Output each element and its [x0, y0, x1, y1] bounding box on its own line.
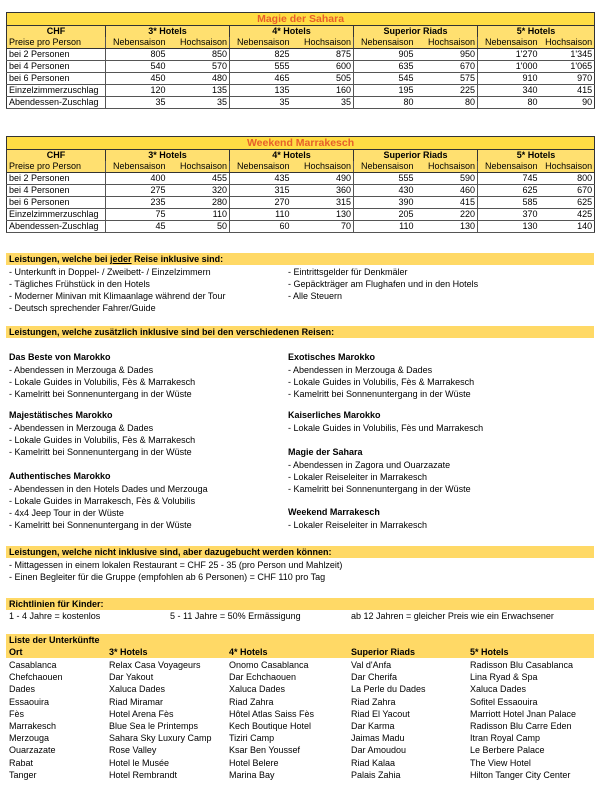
hotel-name: Marriott Hotel Jnan Palace — [470, 708, 577, 719]
price-cell: 130 — [416, 221, 478, 233]
price-cell: 140 — [540, 221, 595, 233]
hotel-name: Jaimas Madu — [351, 733, 405, 744]
hotel-name: Riad Miramar — [109, 696, 164, 707]
price-cell: 220 — [416, 209, 478, 221]
currency-header: CHF — [7, 150, 106, 162]
price-cell: 600 — [292, 61, 354, 73]
hotels-heading: Liste der Unterkünfte — [9, 635, 100, 645]
price-cell: 825 — [230, 49, 292, 61]
hotel-name: Riad El Yacout — [351, 708, 410, 719]
category-header: 3* Hotels — [106, 26, 230, 38]
table-title: Weekend Marrakesch — [7, 137, 595, 150]
hotel-name: Radisson Blu Carre Eden — [470, 721, 572, 731]
hotel-name: Ksar Ben Youssef — [229, 745, 301, 756]
price-cell: 80 — [354, 97, 416, 109]
trip-title: Magie der Sahara — [288, 447, 363, 457]
price-cell: 130 — [478, 221, 540, 233]
price-table-magie — [6, 12, 595, 109]
subheader: Preise pro Person — [7, 37, 106, 49]
children-heading: Richtlinien für Kinder: — [6, 598, 594, 610]
table-row — [7, 197, 595, 209]
price-cell: 590 — [416, 173, 478, 185]
season-header: Hochsaison — [416, 37, 478, 49]
price-cell: 110 — [168, 209, 230, 221]
hotel-name: Xaluca Dades — [109, 684, 166, 695]
list-item: - Tägliches Frühstück in den Hotels — [9, 279, 150, 289]
season-header: Hochsaison — [540, 161, 595, 173]
row-label: bei 6 Personen — [7, 197, 106, 209]
price-cell: 1'270 — [478, 49, 540, 61]
list-item: - Unterkunft in Doppel- / Zweibett- / Einzelzimmern — [9, 267, 211, 277]
price-cell: 400 — [106, 173, 168, 185]
price-cell: 570 — [168, 61, 230, 73]
price-cell: 340 — [478, 85, 540, 97]
price-cell: 850 — [168, 49, 230, 61]
hotel-city: Chefchaouen — [9, 672, 63, 683]
season-header: Hochsaison — [168, 161, 230, 173]
price-cell: 970 — [540, 73, 595, 85]
hotel-name: Onomo Casablanca — [229, 660, 309, 670]
hotel-name: Dar Karma — [351, 721, 395, 731]
price-cell: 415 — [540, 85, 595, 97]
list-item: - Kamelritt bei Sonnenuntergang in der Wüste — [288, 389, 471, 399]
list-item: - Kamelritt bei Sonnenuntergang in der Wüste — [9, 389, 192, 399]
hotel-city: Essaouira — [9, 696, 50, 707]
price-cell: 35 — [168, 97, 230, 109]
list-item: - Lokale Guides in Marrakesch, Fès & Volubilis — [9, 496, 196, 506]
hotel-name: Riad Kalaa — [351, 757, 396, 768]
list-item: - Kamelritt bei Sonnenuntergang in der Wüste — [9, 520, 192, 530]
category-header: 4* Hotels — [230, 26, 354, 38]
price-cell: 160 — [292, 85, 354, 97]
list-item: - Abendessen in Zagora und Ouarzazate — [288, 460, 451, 470]
price-cell: 585 — [478, 197, 540, 209]
price-cell: 80 — [478, 97, 540, 109]
price-cell: 235 — [106, 197, 168, 209]
list-item: - 4x4 Jeep Tour in der Wüste — [9, 508, 124, 518]
list-item: ab 12 Jahren = gleicher Preis wie ein Erwachsener — [351, 611, 554, 621]
price-cell: 505 — [292, 73, 354, 85]
not-included-heading: Leistungen, welche nicht inklusive sind, aber dazugebucht werden können: — [6, 546, 594, 558]
price-cell: 110 — [230, 209, 292, 221]
season-header: Hochsaison — [540, 37, 595, 49]
price-cell: 205 — [354, 209, 416, 221]
list-item: - Mittagessen in einem lokalen Restaurant = CHF 25 - 35 (pro Person und Mahlzeit) — [9, 560, 343, 570]
price-cell: 135 — [168, 85, 230, 97]
price-cell: 415 — [416, 197, 478, 209]
price-cell: 390 — [354, 197, 416, 209]
price-cell: 540 — [106, 61, 168, 73]
price-cell: 275 — [106, 185, 168, 197]
price-cell: 35 — [106, 97, 168, 109]
price-cell: 370 — [478, 209, 540, 221]
hotel-name: Rose Valley — [109, 745, 157, 756]
table-row — [7, 209, 595, 221]
price-table-weekend — [6, 136, 595, 233]
trip-title: Majestätisches Marokko — [9, 410, 113, 420]
list-item: - Deutsch sprechender Fahrer/Guide — [9, 303, 156, 313]
table-row — [7, 61, 595, 73]
price-cell: 480 — [168, 73, 230, 85]
price-cell: 270 — [230, 197, 292, 209]
price-cell: 460 — [416, 185, 478, 197]
price-cell: 745 — [478, 173, 540, 185]
price-cell: 805 — [106, 49, 168, 61]
hotel-name: Dar Cherifa — [351, 672, 398, 683]
price-cell: 670 — [540, 185, 595, 197]
list-item: - Einen Begleiter für die Gruppe (empfohlen ab 6 Personen) = CHF 110 pro Tag — [9, 572, 326, 582]
list-item: - Moderner Minivan mit Klimaanlage während der Tour — [9, 291, 226, 301]
table-row — [7, 73, 595, 85]
hotel-name: Riad Zahra — [351, 696, 396, 707]
table-row — [7, 49, 595, 61]
row-label: bei 2 Personen — [7, 173, 106, 185]
hotel-name: Palais Zahia — [351, 769, 401, 780]
list-item: 1 - 4 Jahre = kostenlos — [9, 611, 101, 621]
hotel-name: Hôtel Atlas Saiss Fès — [229, 708, 315, 719]
row-label: Abendessen-Zuschlag — [7, 221, 106, 233]
category-header: 3* Hotels — [106, 150, 230, 162]
price-cell: 360 — [292, 185, 354, 197]
hotel-city: Ouarzazate — [9, 745, 56, 756]
hotel-city: Dades — [9, 684, 36, 695]
list-item: - Lokale Guides in Volubilis, Fès und Marrakesch — [288, 423, 484, 433]
list-item: - Lokaler Reiseleiter in Marrakesch — [288, 520, 428, 530]
subheader: Preise pro Person — [7, 161, 106, 173]
price-cell: 280 — [168, 197, 230, 209]
row-label: bei 4 Personen — [7, 61, 106, 73]
category-header: 5* Hotels — [478, 26, 595, 38]
hotel-name: Dar Amoudou — [351, 745, 407, 756]
hotel-name: Itran Royal Camp — [470, 733, 541, 744]
trip-title: Authentisches Marokko — [9, 471, 111, 481]
list-item: - Lokaler Reiseleiter in Marrakesch — [288, 472, 428, 482]
price-cell: 225 — [416, 85, 478, 97]
list-item: - Abendessen in Merzouga & Dades — [288, 365, 433, 375]
table-row — [7, 221, 595, 233]
price-cell: 35 — [230, 97, 292, 109]
price-cell: 875 — [292, 49, 354, 61]
list-item: - Abendessen in den Hotels Dades und Merzouga — [9, 484, 208, 494]
included-heading: Leistungen, welche bei jeder Reise inklusive sind: — [6, 253, 594, 265]
hotel-city: Merzouga — [9, 733, 50, 744]
category-header: 4* Hotels — [230, 150, 354, 162]
price-cell: 195 — [354, 85, 416, 97]
currency-header: CHF — [7, 26, 106, 38]
price-cell: 60 — [230, 221, 292, 233]
hotel-name: Tiziri Camp — [229, 733, 275, 744]
list-item: - Gepäckträger am Flughafen und in den Hotels — [288, 279, 479, 289]
trip-title: Kaiserliches Marokko — [288, 410, 381, 420]
category-header: Superior Riads — [354, 150, 478, 162]
price-cell: 315 — [292, 197, 354, 209]
price-cell: 1'000 — [478, 61, 540, 73]
table-row — [7, 185, 595, 197]
season-header: Nebensaison — [106, 37, 168, 49]
list-item: - Kamelritt bei Sonnenuntergang in der Wüste — [9, 447, 192, 457]
price-cell: 35 — [292, 97, 354, 109]
hotel-name: Sahara Sky Luxury Camp — [109, 733, 212, 744]
hotel-name: Dar Echchaouen — [229, 672, 297, 683]
price-cell: 45 — [106, 221, 168, 233]
list-item: - Abendessen in Merzouga & Dades — [9, 423, 154, 433]
trip-title: Weekend Marrakesch — [288, 507, 380, 517]
trip-title: Das Beste von Marokko — [9, 352, 111, 362]
season-header: Hochsaison — [416, 161, 478, 173]
price-cell: 910 — [478, 73, 540, 85]
season-header: Nebensaison — [230, 37, 292, 49]
hotel-name: Le Berbere Palace — [470, 745, 545, 756]
list-item: - Lokale Guides in Volubilis, Fès & Marrakesch — [9, 377, 196, 387]
row-label: bei 4 Personen — [7, 185, 106, 197]
price-cell: 555 — [354, 173, 416, 185]
hotel-name: Blue Sea le Printemps — [109, 721, 199, 731]
row-label: Abendessen-Zuschlag — [7, 97, 106, 109]
price-cell: 435 — [230, 173, 292, 185]
price-cell: 90 — [540, 97, 595, 109]
hotels-col-header: 4* Hotels — [229, 647, 268, 657]
hotel-name: Val d'Anfa — [351, 660, 392, 670]
price-cell: 575 — [416, 73, 478, 85]
price-cell: 70 — [292, 221, 354, 233]
hotel-city: Rabat — [9, 757, 34, 768]
price-cell: 80 — [416, 97, 478, 109]
category-header: 5* Hotels — [478, 150, 595, 162]
price-cell: 545 — [354, 73, 416, 85]
table-row — [7, 97, 595, 109]
price-cell: 320 — [168, 185, 230, 197]
hotel-city: Marrakesch — [9, 721, 57, 731]
hotel-name: Hotel le Musée — [109, 757, 170, 768]
price-cell: 950 — [416, 49, 478, 61]
table-title: Magie der Sahara — [7, 13, 595, 26]
hotel-city: Fès — [9, 708, 25, 719]
list-item: - Abendessen in Merzouga & Dades — [9, 365, 154, 375]
list-item: - Kamelritt bei Sonnenuntergang in der Wüste — [288, 484, 471, 494]
hotel-name: Riad Zahra — [229, 696, 274, 707]
hotels-col-header: Superior Riads — [351, 647, 416, 657]
list-item: - Lokale Guides in Volubilis, Fès & Marrakesch — [9, 435, 196, 445]
hotel-name: Xaluca Dades — [229, 684, 286, 695]
additional-heading: Leistungen, welche zusätzlich inklusive sind bei den verschiedenen Reisen: — [6, 326, 594, 338]
price-cell: 465 — [230, 73, 292, 85]
table-row — [7, 173, 595, 185]
price-cell: 625 — [478, 185, 540, 197]
price-cell: 625 — [540, 197, 595, 209]
category-header: Superior Riads — [354, 26, 478, 38]
price-cell: 430 — [354, 185, 416, 197]
list-item: - Lokale Guides in Volubilis, Fès & Marrakesch — [288, 377, 475, 387]
hotel-name: Relax Casa Voyageurs — [109, 660, 201, 670]
price-cell: 315 — [230, 185, 292, 197]
hotel-name: Radisson Blu Casablanca — [470, 660, 574, 670]
season-header: Hochsaison — [168, 37, 230, 49]
price-cell: 110 — [354, 221, 416, 233]
list-item: 5 - 11 Jahre = 50% Ermässigung — [170, 611, 301, 621]
hotel-name: Lina Ryad & Spa — [470, 672, 538, 683]
price-cell: 135 — [230, 85, 292, 97]
price-cell: 555 — [230, 61, 292, 73]
trip-title: Exotisches Marokko — [288, 352, 376, 362]
table-row — [7, 85, 595, 97]
season-header: Nebensaison — [354, 37, 416, 49]
price-cell: 130 — [292, 209, 354, 221]
hotel-name: Kech Boutique Hotel — [229, 721, 312, 731]
season-header: Nebensaison — [106, 161, 168, 173]
price-cell: 75 — [106, 209, 168, 221]
hotel-name: Hotel Belere — [229, 757, 279, 768]
hotels-col-header: 3* Hotels — [109, 647, 148, 657]
price-cell: 120 — [106, 85, 168, 97]
hotel-name: Dar Yakout — [109, 672, 154, 683]
season-header: Hochsaison — [292, 161, 354, 173]
hotel-city: Casablanca — [9, 660, 57, 670]
hotel-name: Xaluca Dades — [470, 684, 527, 695]
hotel-name: La Perle du Dades — [351, 684, 426, 695]
price-cell: 455 — [168, 173, 230, 185]
row-label: Einzelzimmerzuschlag — [7, 85, 106, 97]
hotel-name: Hotel Rembrandt — [109, 769, 178, 780]
price-cell: 425 — [540, 209, 595, 221]
price-cell: 670 — [416, 61, 478, 73]
price-cell: 1'065 — [540, 61, 595, 73]
season-header: Nebensaison — [354, 161, 416, 173]
price-cell: 1'345 — [540, 49, 595, 61]
hotel-name: Sofitel Essaouira — [470, 696, 538, 707]
season-header: Nebensaison — [230, 161, 292, 173]
hotel-city: Tanger — [9, 769, 37, 780]
price-cell: 50 — [168, 221, 230, 233]
price-cell: 490 — [292, 173, 354, 185]
row-label: bei 2 Personen — [7, 49, 106, 61]
row-label: bei 6 Personen — [7, 73, 106, 85]
price-cell: 800 — [540, 173, 595, 185]
season-header: Nebensaison — [478, 37, 540, 49]
hotel-name: Hilton Tanger City Center — [470, 769, 571, 780]
list-item: - Eintrittsgelder für Denkmäler — [288, 267, 408, 277]
hotel-name: The View Hotel — [470, 757, 531, 768]
price-cell: 905 — [354, 49, 416, 61]
list-item: - Alle Steuern — [288, 291, 343, 301]
hotel-name: Marina Bay — [229, 769, 275, 780]
price-cell: 450 — [106, 73, 168, 85]
season-header: Nebensaison — [478, 161, 540, 173]
hotel-name: Hotel Arena Fès — [109, 708, 174, 719]
season-header: Hochsaison — [292, 37, 354, 49]
hotels-col-header: 5* Hotels — [470, 647, 509, 657]
hotels-col-header: Ort — [9, 647, 23, 657]
price-cell: 635 — [354, 61, 416, 73]
row-label: Einzelzimmerzuschlag — [7, 209, 106, 221]
